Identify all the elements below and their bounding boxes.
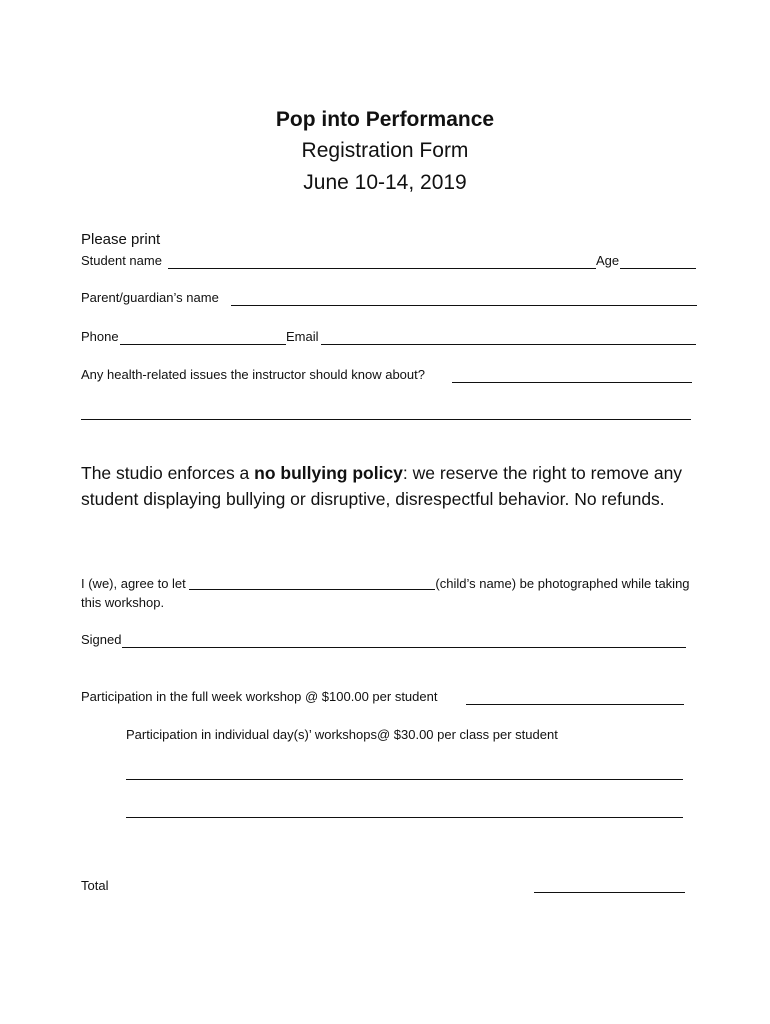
- photo-consent-suffix: (child’s name) be photographed while taking this workshop.: [81, 576, 690, 610]
- total-label: Total: [81, 878, 109, 893]
- parent-name-field[interactable]: [231, 305, 697, 306]
- individual-days-label: Participation in individual day(s)’ workshops@ $30.00 per class per student: [126, 727, 558, 742]
- form-title: Pop into Performance: [275, 108, 495, 131]
- form-subtitle: Registration Form: [301, 139, 469, 162]
- policy-suffix: : we reserve the right to remove any student displaying bullying or disruptive, disrespectful behavior. No refunds.: [81, 463, 683, 509]
- health-issues-field[interactable]: [452, 382, 692, 383]
- please-print-note: Please print: [81, 231, 161, 248]
- phone-field[interactable]: [120, 344, 286, 345]
- full-week-label: Participation in the full week workshop @ $100.00 per student: [81, 689, 438, 704]
- signed-label: Signed: [81, 632, 122, 647]
- policy-emphasis: no bullying policy: [254, 463, 403, 483]
- health-issues-label: Any health-related issues the instructor should know about?: [81, 367, 425, 382]
- total-field[interactable]: [534, 892, 685, 893]
- child-name-field[interactable]: [189, 576, 435, 590]
- individual-days-field-2[interactable]: [126, 817, 683, 818]
- email-field[interactable]: [321, 344, 696, 345]
- phone-label: Phone: [81, 329, 119, 344]
- full-week-field[interactable]: [466, 704, 684, 705]
- photo-consent-prefix: I (we), agree to let: [81, 576, 190, 591]
- age-field[interactable]: [620, 268, 696, 269]
- policy-prefix: The studio enforces a: [81, 463, 255, 483]
- parent-name-label: Parent/guardian’s name: [81, 290, 219, 305]
- signature-field[interactable]: [122, 647, 686, 648]
- individual-days-field-1[interactable]: [126, 779, 683, 780]
- photo-consent: [81, 574, 701, 612]
- form-dates: June 10-14, 2019: [303, 171, 467, 194]
- no-bullying-policy: [81, 460, 701, 512]
- email-label: Email: [286, 329, 319, 344]
- student-name-field[interactable]: [168, 268, 596, 269]
- health-issues-field-continued[interactable]: [81, 419, 691, 420]
- student-name-label: Student name: [81, 253, 162, 268]
- age-label: Age: [596, 253, 620, 268]
